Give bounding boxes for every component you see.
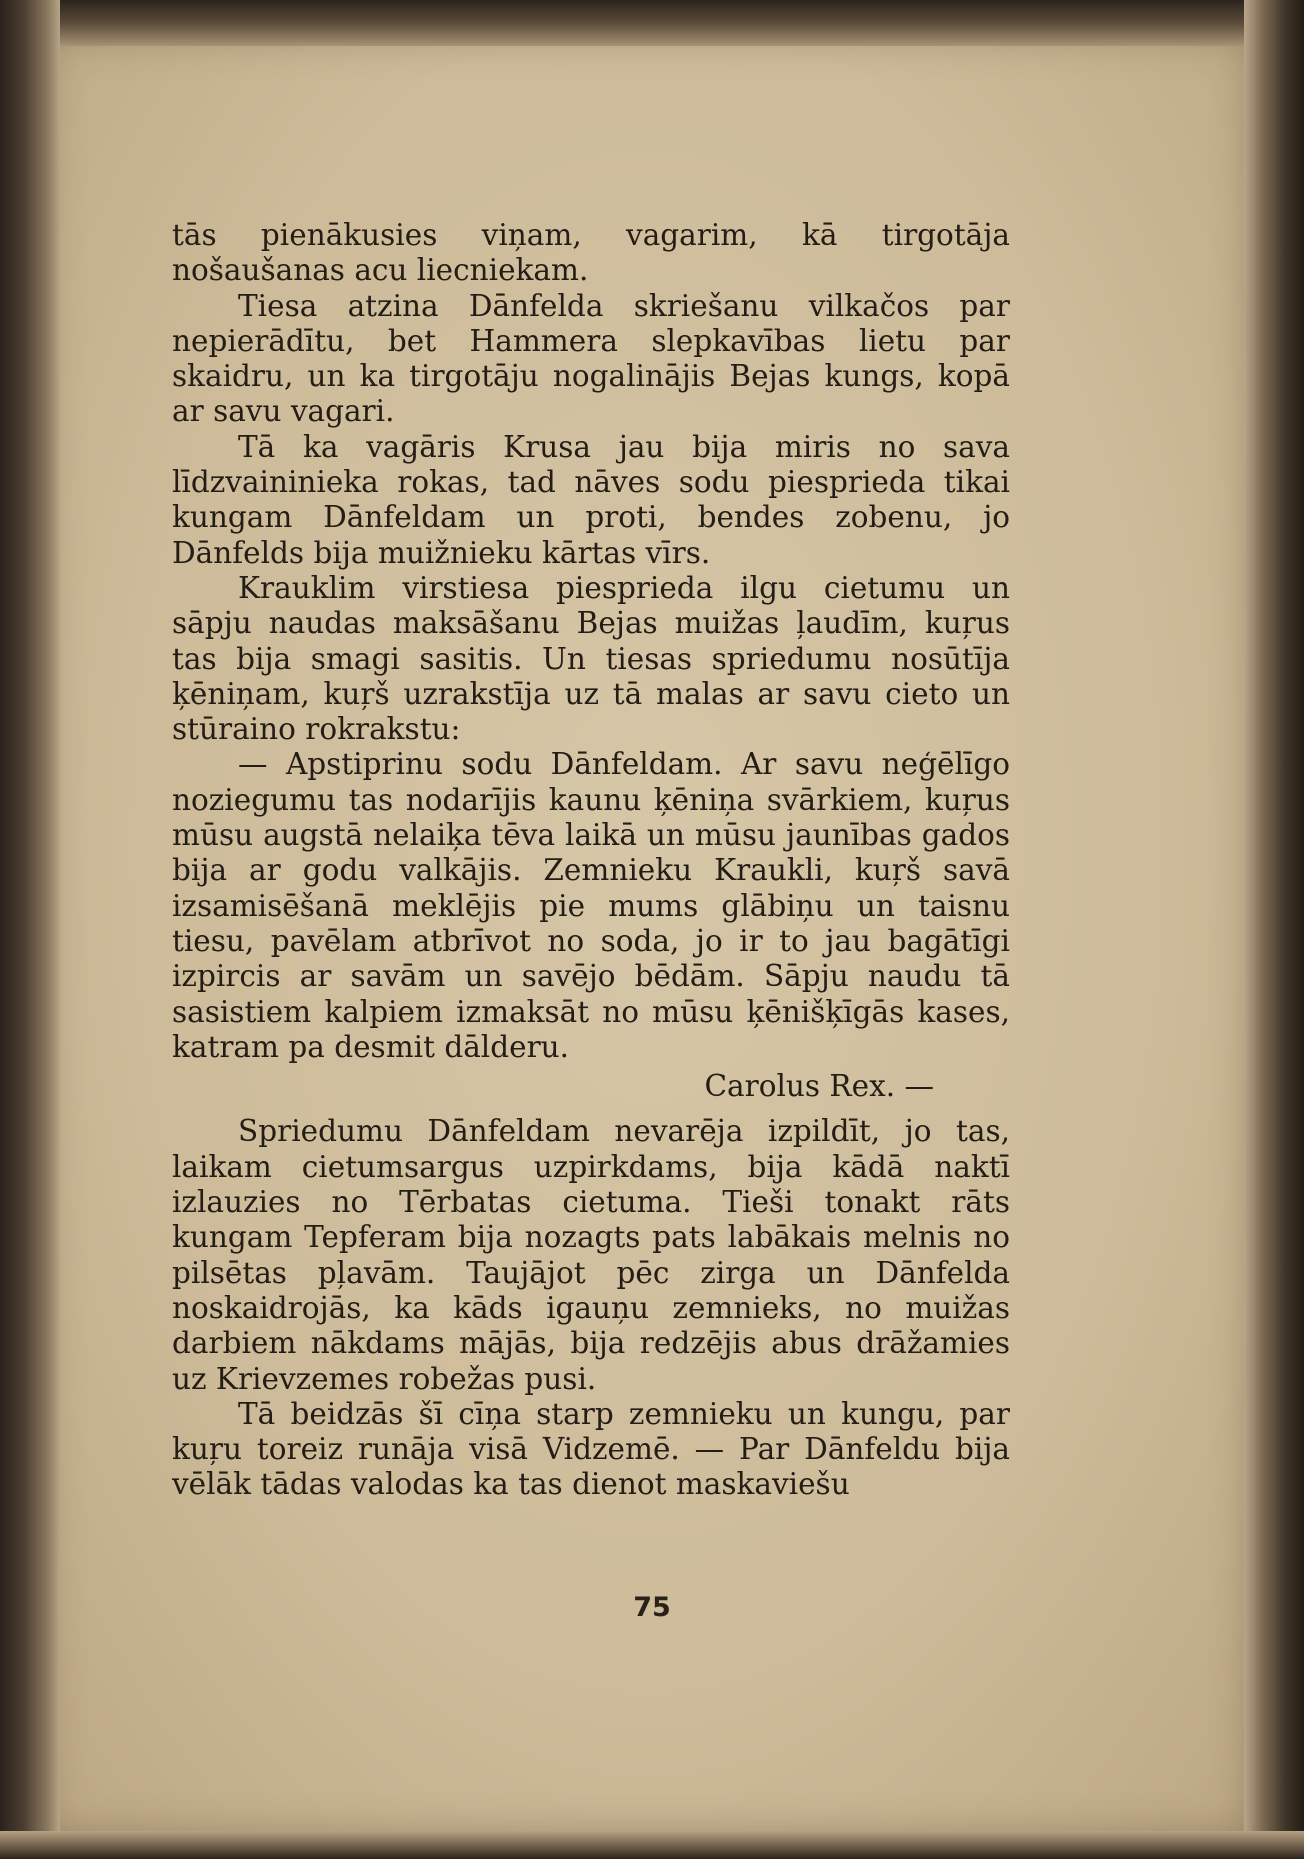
- paragraph: Krauklim virstiesa piesprieda ilgu cietumu un sāpju naudas maksāšanu Bejas muižas ļaudīm, kuŗus tas bija smagi sasitis. Un tiesas spriedumu nosūtīja ķēniņam, kuŗš uzrakstīja uz tā malas ar savu cieto un stūraino rokrakstu:: [172, 570, 1010, 747]
- book-top-edge: [0, 0, 1304, 46]
- book-right-edge: [1244, 0, 1304, 1859]
- paragraph: Tā ka vagāris Krusa jau bija miris no sava līdzvaininieka rokas, tad nāves sodu piesprieda tikai kungam Dānfeldam un proti, bendes zobenu, jo Dānfelds bija muižnieku kārtas vīrs.: [172, 429, 1010, 570]
- paragraph: Tā beidzās šī cīņa starp zemnieku un kungu, par kuŗu toreiz runāja visā Vidzemē. — Par Dānfeldu bija vēlāk tādas valodas ka tas dienot maskaviešu: [172, 1396, 1010, 1502]
- paragraph: tās pienākusies viņam, vagarim, kā tirgotāja nošaušanas acu liecniekam.: [172, 218, 1010, 288]
- book-bottom-edge: [0, 1831, 1304, 1859]
- body-text: [172, 218, 1010, 1503]
- page-number: 75: [633, 1592, 671, 1623]
- paragraph: Tiesa atzina Dānfelda skriešanu vilkačos par nepierādītu, bet Hammera slepkavības lietu par skaidru, un ka tirgotāju nogalinājis Bejas kungs, kopā ar savu vagari.: [172, 288, 1010, 429]
- book-left-edge: [0, 0, 60, 1859]
- signature-carolus-rex: Carolus Rex. —: [704, 1069, 934, 1104]
- royal-decree-paragraph: — Apstiprinu sodu Dānfeldam. Ar savu neģēlīgo noziegumu tas nodarījis kaunu ķēniņa svārkiem, kuŗus mūsu augstā nelaiķa tēva laikā un mūsu jaunības gados bija ar godu valkājis. Zemnieku Kraukli, kuŗš savā izsamisēšanā meklējis pie mums glābiņu un taisnu tiesu, pavēlam atbrīvot no soda, jo ir to jau bagātīgi izpircis ar savām un savējo bēdām. Sāpju naudu tā sasistiem kalpiem izmaksāt no mūsu ķēnišķīgās kases, katram pa desmit dālderu.: [172, 747, 1010, 1064]
- paragraph: Spriedumu Dānfeldam nevarēja izpildīt, jo tas, laikam cietumsargus uzpirkdams, bija kādā naktī izlauzies no Tērbatas cietuma. Tieši tonakt rāts kungam Tepferam bija nozagts pats labākais melnis no pilsētas pļavām. Taujājot pēc zirga un Dānfelda noskaidrojās, ka kāds igauņu zemnieks, no muižas darbiem nākdams mājās, bija redzējis abus drāžamies uz Krievzemes robežas pusi.: [172, 1114, 1010, 1396]
